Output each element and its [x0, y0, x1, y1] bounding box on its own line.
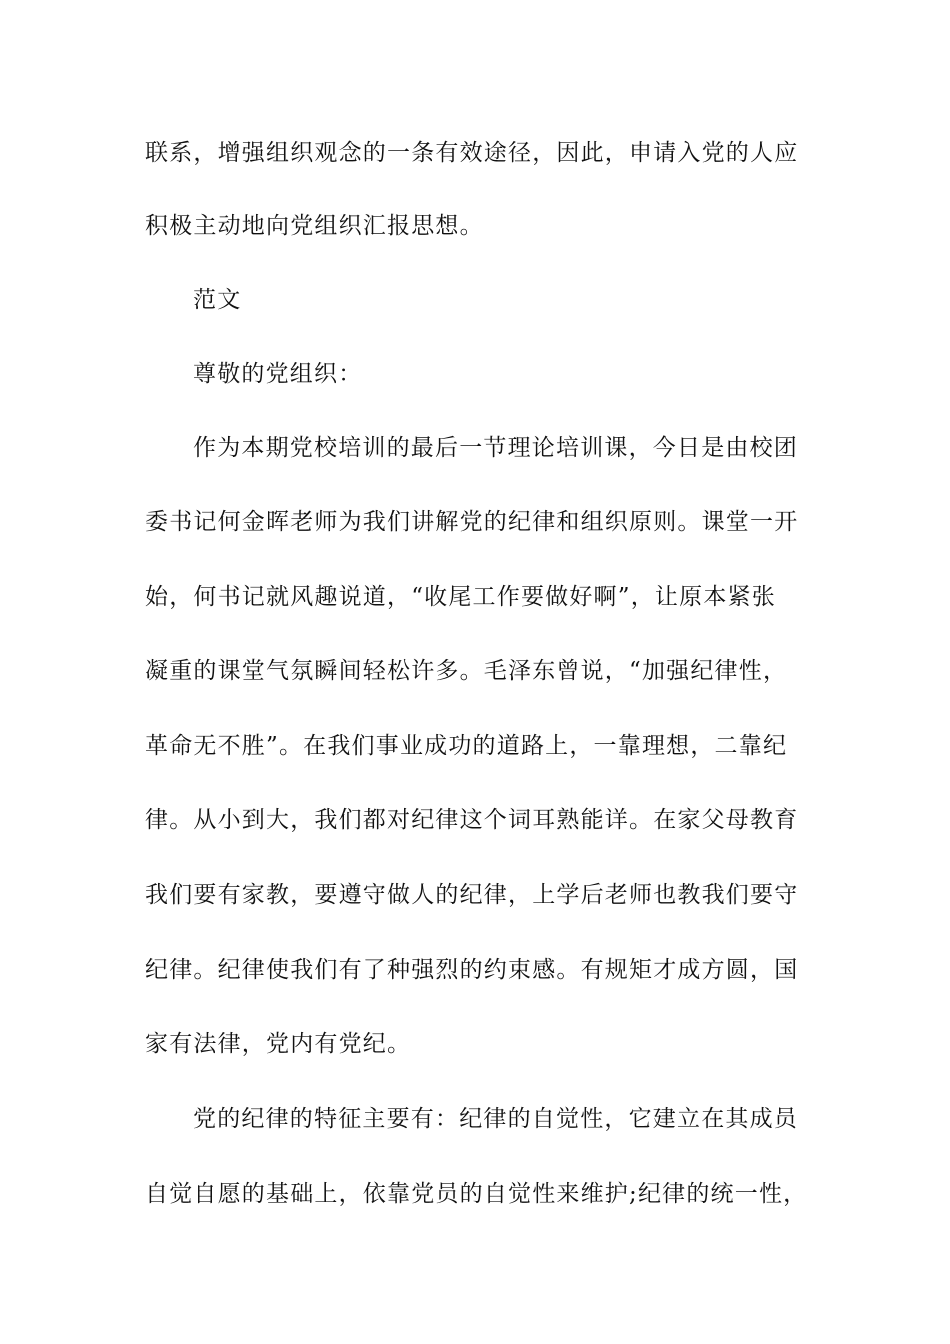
- text-line: 革命无不胜”。在我们事业成功的道路上，一靠理想，二靠纪: [145, 733, 788, 759]
- text-line: 家有法律，党内有党纪。: [145, 1031, 412, 1057]
- text-line: 律。从小到大，我们都对纪律这个词耳熟能详。在家父母教育: [145, 807, 799, 833]
- text-line: 纪律。纪律使我们有了种强烈的约束感。有规矩才成方圆，国: [145, 957, 799, 983]
- text-line: 自觉自愿的基础上，依靠党员的自觉性来维护;纪律的统一性，: [145, 1181, 808, 1207]
- text-line: 始，何书记就风趣说道，“收尾工作要做好啊”，让原本紧张: [145, 584, 776, 610]
- text-line: 我们要有家教，要遵守做人的纪律，上学后老师也教我们要守: [145, 882, 799, 908]
- text-line: 联系，增强组织观念的一条有效途径，因此，申请入党的人应: [145, 140, 799, 166]
- text-line: 积极主动地向党组织汇报思想。: [145, 213, 484, 239]
- text-line: 作为本期党校培训的最后一节理论培训课，今日是由校团: [193, 435, 798, 461]
- section-heading: 范文: [193, 287, 242, 313]
- text-line: 凝重的课堂气氛瞬间轻松许多。毛泽东曾说，“加强纪律性，: [145, 658, 788, 684]
- text-line: 党的纪律的特征主要有：纪律的自觉性，它建立在其成员: [193, 1106, 798, 1132]
- salutation: 尊敬的党组织：: [193, 361, 363, 387]
- text-line: 委书记何金晖老师为我们讲解党的纪律和组织原则。课堂一开: [145, 509, 799, 535]
